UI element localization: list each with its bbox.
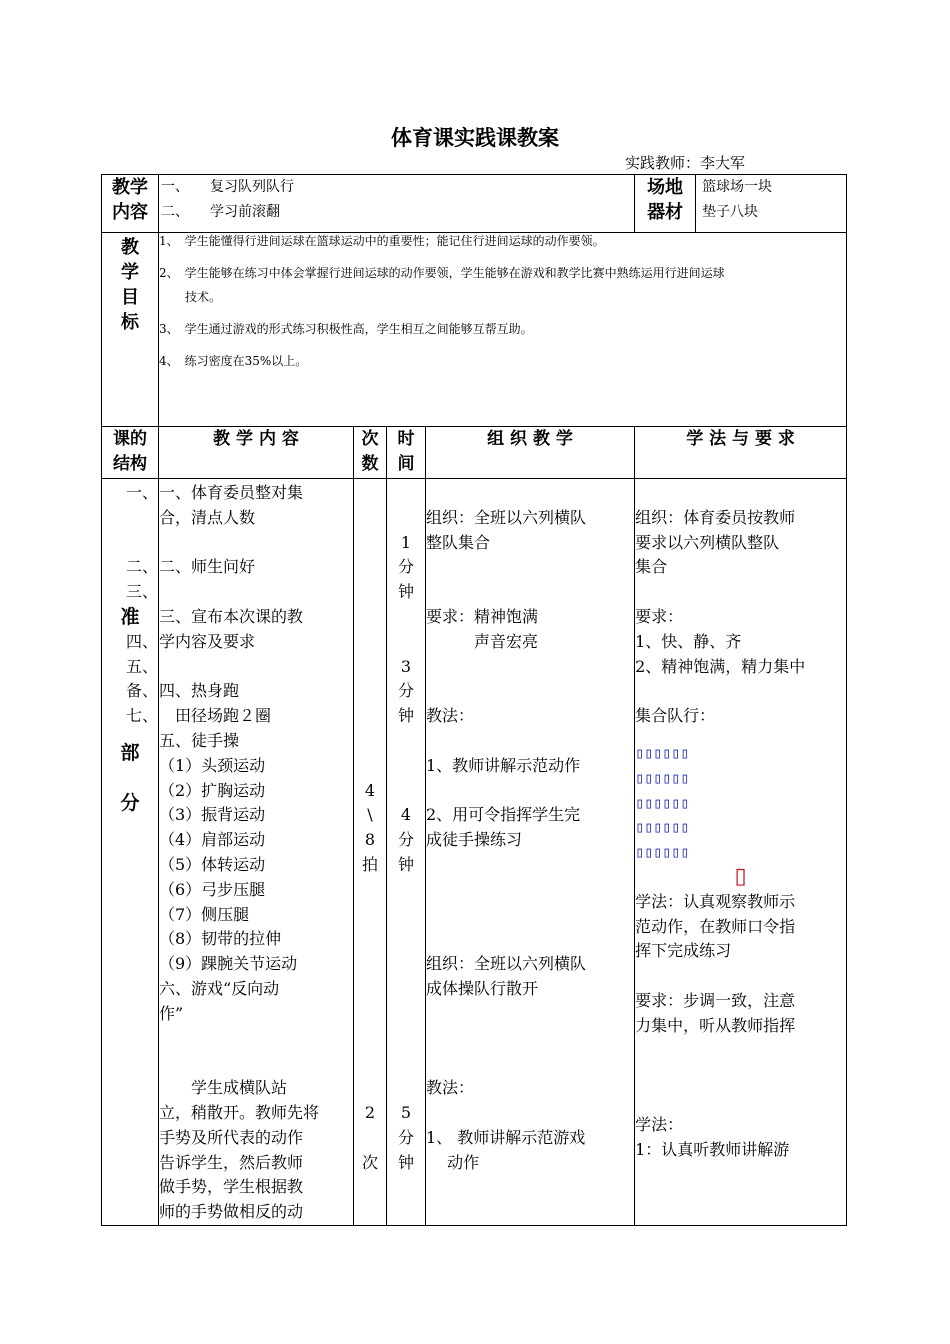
content-header-text: 教 学 内 容 — [213, 429, 299, 449]
duration-line — [387, 779, 425, 804]
method-line: 学法：认真观察教师示 — [635, 891, 796, 911]
content-line: 四、热身跑 — [159, 681, 240, 701]
organization-line — [426, 927, 634, 952]
venue-item: 篮球场一块 — [702, 179, 773, 195]
objective-item: 2、 学生能够在练习中体会掌握行进间运球的动作要领，学生能够在游戏和教学比赛中熟练运用行进间运球 — [159, 266, 725, 280]
organization-line — [426, 679, 634, 704]
method-line — [635, 1063, 846, 1088]
method-line — [635, 481, 846, 506]
times-line — [354, 977, 386, 1002]
formation-row-icon: ▯▯▯▯▯▯ — [635, 793, 690, 812]
content-row — [102, 175, 847, 233]
method-line: 集合 — [635, 557, 668, 577]
organization-header-text: 组 织 教 学 — [487, 429, 573, 449]
teacher-name: 实践教师：李大军 — [625, 154, 746, 172]
objectives-label-char: 教 — [121, 237, 139, 258]
organization-lines — [426, 481, 634, 1175]
organization-line — [426, 1101, 634, 1126]
organization-line — [426, 729, 634, 754]
duration-line — [387, 729, 425, 754]
duration-cell — [387, 479, 426, 1226]
content-header — [159, 427, 354, 479]
structure-header-line1: 课的 — [113, 429, 147, 449]
organization-line: 教法： — [426, 1078, 475, 1098]
times-line — [354, 729, 386, 754]
method-lines-top — [635, 481, 846, 729]
method-line: 2、精神饱满，精力集中 — [635, 656, 806, 676]
organization-line — [426, 1051, 634, 1076]
organization-line: 组织：全班以六列横队 — [426, 954, 587, 974]
duration-line — [387, 1027, 425, 1052]
times-line: 4 — [364, 780, 376, 800]
content-item: 一、 复习队列队行 — [161, 179, 294, 195]
content-label-line2: 内容 — [112, 202, 148, 223]
structure-line: 分 — [120, 791, 140, 814]
duration-line: 3 — [400, 656, 412, 676]
content-line: 学生成横队站 — [159, 1078, 288, 1098]
duration-line: 1 — [400, 532, 412, 552]
formation-row-icon: ▯▯▯▯▯▯ — [635, 768, 690, 787]
duration-line — [387, 481, 425, 506]
content-line: 做手势，学生根据教 — [159, 1177, 304, 1197]
times-line — [354, 704, 386, 729]
content-line: 立，稍散开。教师先将 — [159, 1102, 320, 1122]
structure-line: 四、 — [125, 631, 158, 651]
method-line — [635, 964, 846, 989]
content-line: （4）肩部运动 — [159, 830, 266, 850]
formation-diagram — [635, 741, 846, 865]
organization-line — [426, 655, 634, 680]
method-line: 要求以六列横队整队 — [635, 532, 780, 552]
organization-line: 成徒手操练习 — [426, 830, 523, 850]
formation-row-icon: ▯▯▯▯▯▯ — [635, 843, 690, 862]
content-line — [159, 1027, 353, 1052]
duration-line: 钟 — [397, 582, 414, 602]
organization-line — [426, 878, 634, 903]
times-header-line2: 数 — [361, 454, 379, 474]
duration-line — [387, 927, 425, 952]
objective-item-continuation: 技术。 — [185, 290, 222, 304]
content-cell — [159, 479, 354, 1226]
content-line: （2）扩胸运动 — [159, 780, 266, 800]
content-line: 一、体育委员整对集 — [159, 483, 304, 502]
times-line: 拍 — [361, 854, 378, 874]
times-line — [354, 952, 386, 977]
organization-line — [426, 853, 634, 878]
content-line — [159, 1051, 353, 1076]
duration-line — [387, 754, 425, 779]
duration-line — [387, 1002, 425, 1027]
times-line — [354, 481, 386, 506]
structure-header-line2: 结构 — [113, 454, 147, 474]
organization-line: 1、教师讲解示范动作 — [426, 755, 581, 775]
organization-line — [426, 1027, 634, 1052]
content-line: 六、游戏“反向动 — [159, 978, 280, 998]
times-line — [354, 903, 386, 928]
duration-line — [387, 506, 425, 531]
organization-line — [426, 779, 634, 804]
times-line: 2 — [364, 1102, 376, 1122]
objectives-row — [102, 233, 847, 427]
method-cell — [635, 479, 847, 1226]
duration-lines — [387, 481, 425, 1175]
times-line — [354, 1002, 386, 1027]
method-line: 范动作，在教师口令指 — [635, 916, 796, 936]
times-line — [354, 580, 386, 605]
venue-item: 垫子八块 — [702, 204, 759, 220]
times-line: \ — [367, 805, 373, 825]
times-line — [354, 1027, 386, 1052]
organization-line: 组织：全班以六列横队 — [426, 507, 587, 527]
times-line — [354, 927, 386, 952]
content-line: 五、徒手操 — [159, 730, 240, 750]
organization-line — [426, 555, 634, 580]
organization-cell — [426, 479, 635, 1226]
content-line: （5）体转运动 — [159, 854, 266, 874]
content-line: （3）振背运动 — [159, 805, 266, 825]
objective-item: 4、 练习密度在35%以上。 — [159, 354, 308, 368]
organization-line — [426, 481, 634, 506]
organization-line: 2、用可令指挥学生完 — [426, 805, 581, 825]
content-line — [159, 531, 353, 556]
organization-line: 整队集合 — [426, 532, 491, 552]
document-title: 体育课实践课教案 — [391, 125, 559, 150]
method-header-text: 学 法 与 要 求 — [686, 429, 795, 449]
duration-header-line2: 间 — [397, 454, 415, 474]
lesson-plan-table — [101, 174, 847, 1226]
content-line: 师的手势做相反的动 — [159, 1202, 304, 1222]
duration-line: 分 — [397, 681, 414, 701]
method-line: 1：认真听教师讲解游 — [635, 1139, 790, 1159]
method-header — [635, 427, 847, 479]
organization-line: 1、 教师讲解示范游戏 — [426, 1127, 586, 1147]
organization-line — [426, 903, 634, 928]
content-items-cell — [159, 175, 635, 233]
duration-line — [387, 903, 425, 928]
duration-line: 钟 — [397, 706, 414, 726]
times-cell — [354, 479, 387, 1226]
formation-row-icon: ▯▯▯▯▯▯ — [635, 818, 690, 837]
structure-line: 备、 — [125, 681, 158, 701]
method-line: 挥下完成练习 — [635, 941, 732, 961]
structure-cell — [102, 479, 159, 1226]
structure-header — [102, 427, 159, 479]
times-lines — [354, 481, 386, 1175]
method-line: 学法： — [635, 1114, 684, 1134]
objective-item: 1、 学生能懂得行进间运球在篮球运动中的重要性；能记住行进间运球的动作要领。 — [159, 234, 605, 248]
duration-line: 分 — [397, 830, 414, 850]
organization-line: 要求：精神饱满 — [426, 606, 539, 626]
duration-line — [387, 977, 425, 1002]
times-header-line1: 次 — [361, 429, 379, 449]
objectives-label-char: 标 — [121, 312, 139, 333]
content-line: 手势及所代表的动作 — [159, 1127, 304, 1147]
content-label-line1: 教学 — [112, 177, 148, 198]
duration-line: 钟 — [397, 854, 414, 874]
content-line: 告诉学生，然后教师 — [159, 1152, 304, 1172]
method-line: 组织：体育委员按教师 — [635, 507, 796, 527]
objectives-label-char: 目 — [121, 287, 139, 308]
times-line — [354, 1126, 386, 1151]
duration-line — [387, 630, 425, 655]
times-line — [354, 878, 386, 903]
content-label-cell — [102, 175, 159, 233]
duration-line — [387, 605, 425, 630]
duration-line: 4 — [400, 805, 412, 825]
objectives-label-cell — [102, 233, 159, 427]
venue-label — [635, 175, 696, 232]
times-line — [354, 630, 386, 655]
objectives-cell — [159, 233, 847, 427]
content-line — [159, 580, 353, 605]
content-line: （6）弓步压腿 — [159, 879, 266, 899]
duration-line: 钟 — [397, 1152, 414, 1172]
method-lines-bottom — [635, 890, 846, 1163]
content-line: 二、师生问好 — [159, 557, 256, 577]
duration-line: 5 — [400, 1102, 412, 1122]
venue-label-line1: 场地 — [647, 177, 684, 198]
content-line — [159, 655, 353, 680]
times-line — [354, 679, 386, 704]
structure-line: 二、 — [125, 557, 158, 577]
content-line: 学内容及要求 — [159, 631, 256, 651]
duration-header — [387, 427, 426, 479]
organization-line: 动作 — [426, 1152, 480, 1172]
duration-header-line1: 时 — [397, 429, 415, 449]
venue-items — [696, 175, 772, 232]
times-line — [354, 1076, 386, 1101]
method-line: 力集中，听从教师指挥 — [635, 1015, 796, 1035]
times-line — [354, 531, 386, 556]
content-line: （8）韧带的拉伸 — [159, 929, 282, 949]
content-line: （1）头颈运动 — [159, 755, 266, 775]
structure-line: 部 — [120, 741, 140, 764]
times-header — [354, 427, 387, 479]
organization-line — [426, 580, 634, 605]
content-line: 田径场跑２圈 — [159, 706, 272, 726]
column-header-row — [102, 427, 847, 479]
times-line — [354, 605, 386, 630]
body-row — [102, 479, 847, 1226]
venue-cell — [635, 175, 847, 233]
formation-row-icon: ▯▯▯▯▯▯ — [635, 743, 690, 762]
structure-line: 五、 — [125, 656, 158, 676]
method-line — [635, 679, 846, 704]
method-line: 要求： — [635, 606, 684, 626]
duration-line — [387, 878, 425, 903]
times-line — [354, 655, 386, 680]
organization-header — [426, 427, 635, 479]
teacher-marker-icon: ▯ — [734, 863, 747, 889]
duration-line — [387, 1051, 425, 1076]
venue-label-line2: 器材 — [647, 202, 684, 223]
organization-line: 声音宏亮 — [426, 631, 539, 651]
duration-line — [387, 1076, 425, 1101]
method-line: 1、快、静、齐 — [635, 631, 742, 651]
method-line — [635, 1039, 846, 1064]
organization-line: 教法： — [426, 706, 475, 726]
times-line — [354, 506, 386, 531]
organization-line — [426, 1002, 634, 1027]
organization-line: 成体操队行散开 — [426, 978, 539, 998]
structure-line: 七、 — [125, 706, 158, 726]
method-line: 要求：步调一致，注意 — [635, 990, 796, 1010]
method-line — [635, 580, 846, 605]
duration-line — [387, 952, 425, 977]
content-line: 作” — [159, 1003, 184, 1023]
content-line: 三、宣布本次课的教 — [159, 606, 304, 626]
times-line: 次 — [361, 1152, 378, 1172]
duration-line: 分 — [397, 557, 414, 577]
structure-line: 三、 — [125, 582, 158, 602]
structure-line: 一、 — [125, 483, 158, 502]
times-line — [354, 1051, 386, 1076]
content-line: 合，清点人数 — [159, 507, 256, 527]
content-line: （9）踝腕关节运动 — [159, 954, 298, 974]
content-line: （7）侧压腿 — [159, 904, 250, 924]
structure-line: 准 — [120, 605, 140, 628]
times-line — [354, 555, 386, 580]
objectives-label-char: 学 — [121, 262, 139, 283]
times-line: 8 — [364, 830, 376, 850]
times-line — [354, 754, 386, 779]
content-lines — [159, 481, 353, 1225]
method-line — [635, 1088, 846, 1113]
objective-item: 3、 学生通过游戏的形式练习积极性高，学生相互之间能够互帮互助。 — [159, 322, 533, 336]
duration-line: 分 — [397, 1127, 414, 1147]
content-item: 二、 学习前滚翻 — [161, 204, 280, 220]
method-line: 集合队行： — [635, 706, 716, 726]
